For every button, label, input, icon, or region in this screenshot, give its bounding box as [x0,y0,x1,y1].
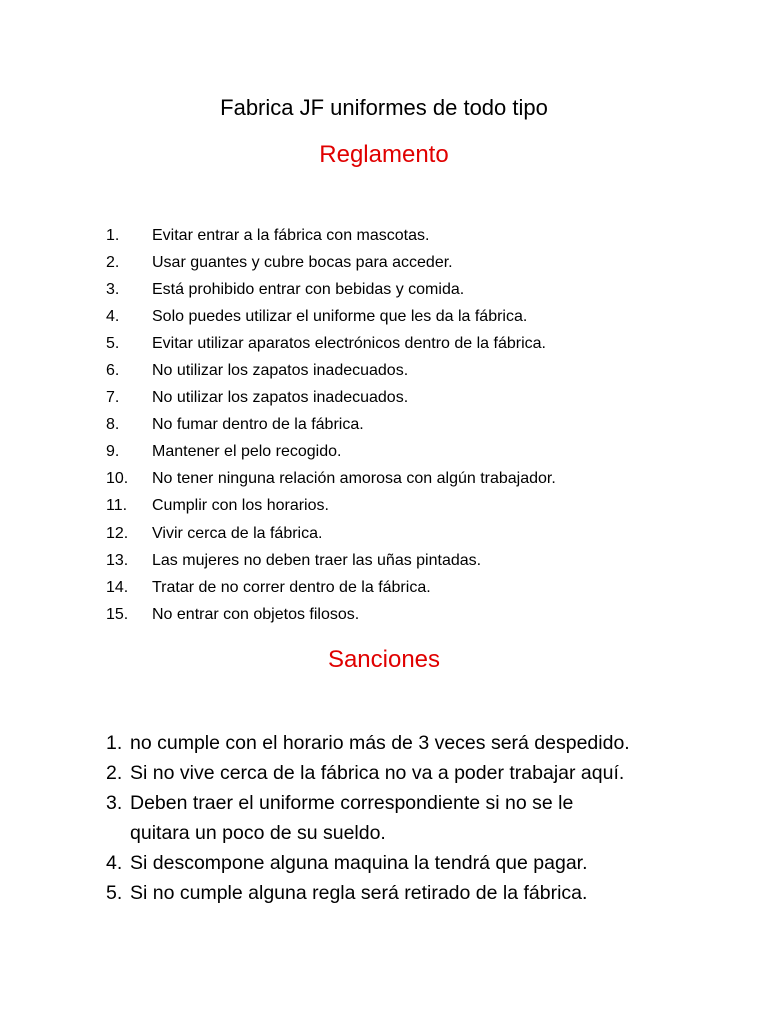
list-item [106,520,556,547]
list-item-number: 1. [106,226,120,244]
list-item-text: Usar guantes y cubre bocas para acceder. [152,253,453,271]
reglamento-list [106,222,556,628]
list-item-text: No fumar dentro de la fábrica. [152,416,364,434]
list-item [106,574,556,601]
list-item-text: Si descompone alguna maquina la tendrá que pagar. [130,852,588,874]
list-item-text: No utilizar los zapatos inadecuados. [152,389,409,407]
list-item [106,249,556,276]
list-item [106,439,556,466]
list-item-number: 15. [106,605,129,623]
list-item-text: No tener ninguna relación amorosa con algún trabajador. [152,470,556,488]
list-item-number: 4. [106,852,123,874]
list-item [106,466,556,493]
list-item [106,878,690,908]
list-item [106,848,690,878]
document-title: Fabrica JF uniformes de todo tipo [220,95,548,120]
reglamento-heading: Reglamento [319,141,449,168]
list-item-number: 1. [106,732,123,754]
list-item-text: Vivir cerca de la fábrica. [152,524,323,542]
list-item [106,758,690,788]
list-item-number: 6. [106,362,120,380]
list-item-text: Las mujeres no deben traer las uñas pintadas. [152,551,482,569]
list-item-text: Si no cumple alguna regla será retirado de la fábrica. [130,882,588,904]
list-item-text: Cumplir con los horarios. [152,497,329,515]
list-item-number: 3. [106,280,120,298]
list-item-number: 13. [106,551,129,569]
list-item [106,330,556,357]
list-item [106,385,556,412]
list-item [106,412,556,439]
list-item-text: No entrar con objetos filosos. [152,605,360,623]
list-item-number: 11. [106,497,128,515]
list-item-number: 8. [106,416,120,434]
list-item-number: 2. [106,762,123,784]
list-item-number: 10. [106,470,129,488]
list-item [106,788,690,848]
list-item-text: Solo puedes utilizar el uniforme que les da la fábrica. [152,307,528,325]
list-item-number: 4. [106,307,120,325]
list-item-text: Está prohibido entrar con bebidas y comida. [152,280,465,298]
list-item-text: Deben traer el uniforme correspondiente si no se le quitara un poco de su sueldo. [130,792,574,844]
list-item-number: 3. [106,792,123,814]
list-item [106,222,556,249]
sanciones-heading: Sanciones [327,646,441,673]
list-item [106,728,690,758]
list-item-number: 14. [106,578,129,596]
list-item [106,357,556,384]
list-item-text: no cumple con el horario más de 3 veces será despedido. [130,732,630,754]
list-item-text: Tratar de no correr dentro de la fábrica. [152,578,431,596]
list-item-number: 7. [106,389,120,407]
list-item [106,601,556,628]
list-item-number: 9. [106,443,120,461]
list-item [106,493,556,520]
list-item-text: Evitar utilizar aparatos electrónicos dentro de la fábrica. [152,334,546,352]
list-item-number: 2. [106,253,120,271]
list-item-number: 5. [106,882,123,904]
list-item-text: Evitar entrar a la fábrica con mascotas. [152,226,430,244]
list-item [106,303,556,330]
list-item-number: 5. [106,334,120,352]
sanciones-list [106,728,690,908]
list-item-text: Si no vive cerca de la fábrica no va a poder trabajar aquí. [130,762,625,784]
list-item-text: No utilizar los zapatos inadecuados. [152,362,409,380]
list-item [106,547,556,574]
list-item-text: Mantener el pelo recogido. [152,443,342,461]
list-item-number: 12. [106,524,129,542]
list-item [106,276,556,303]
